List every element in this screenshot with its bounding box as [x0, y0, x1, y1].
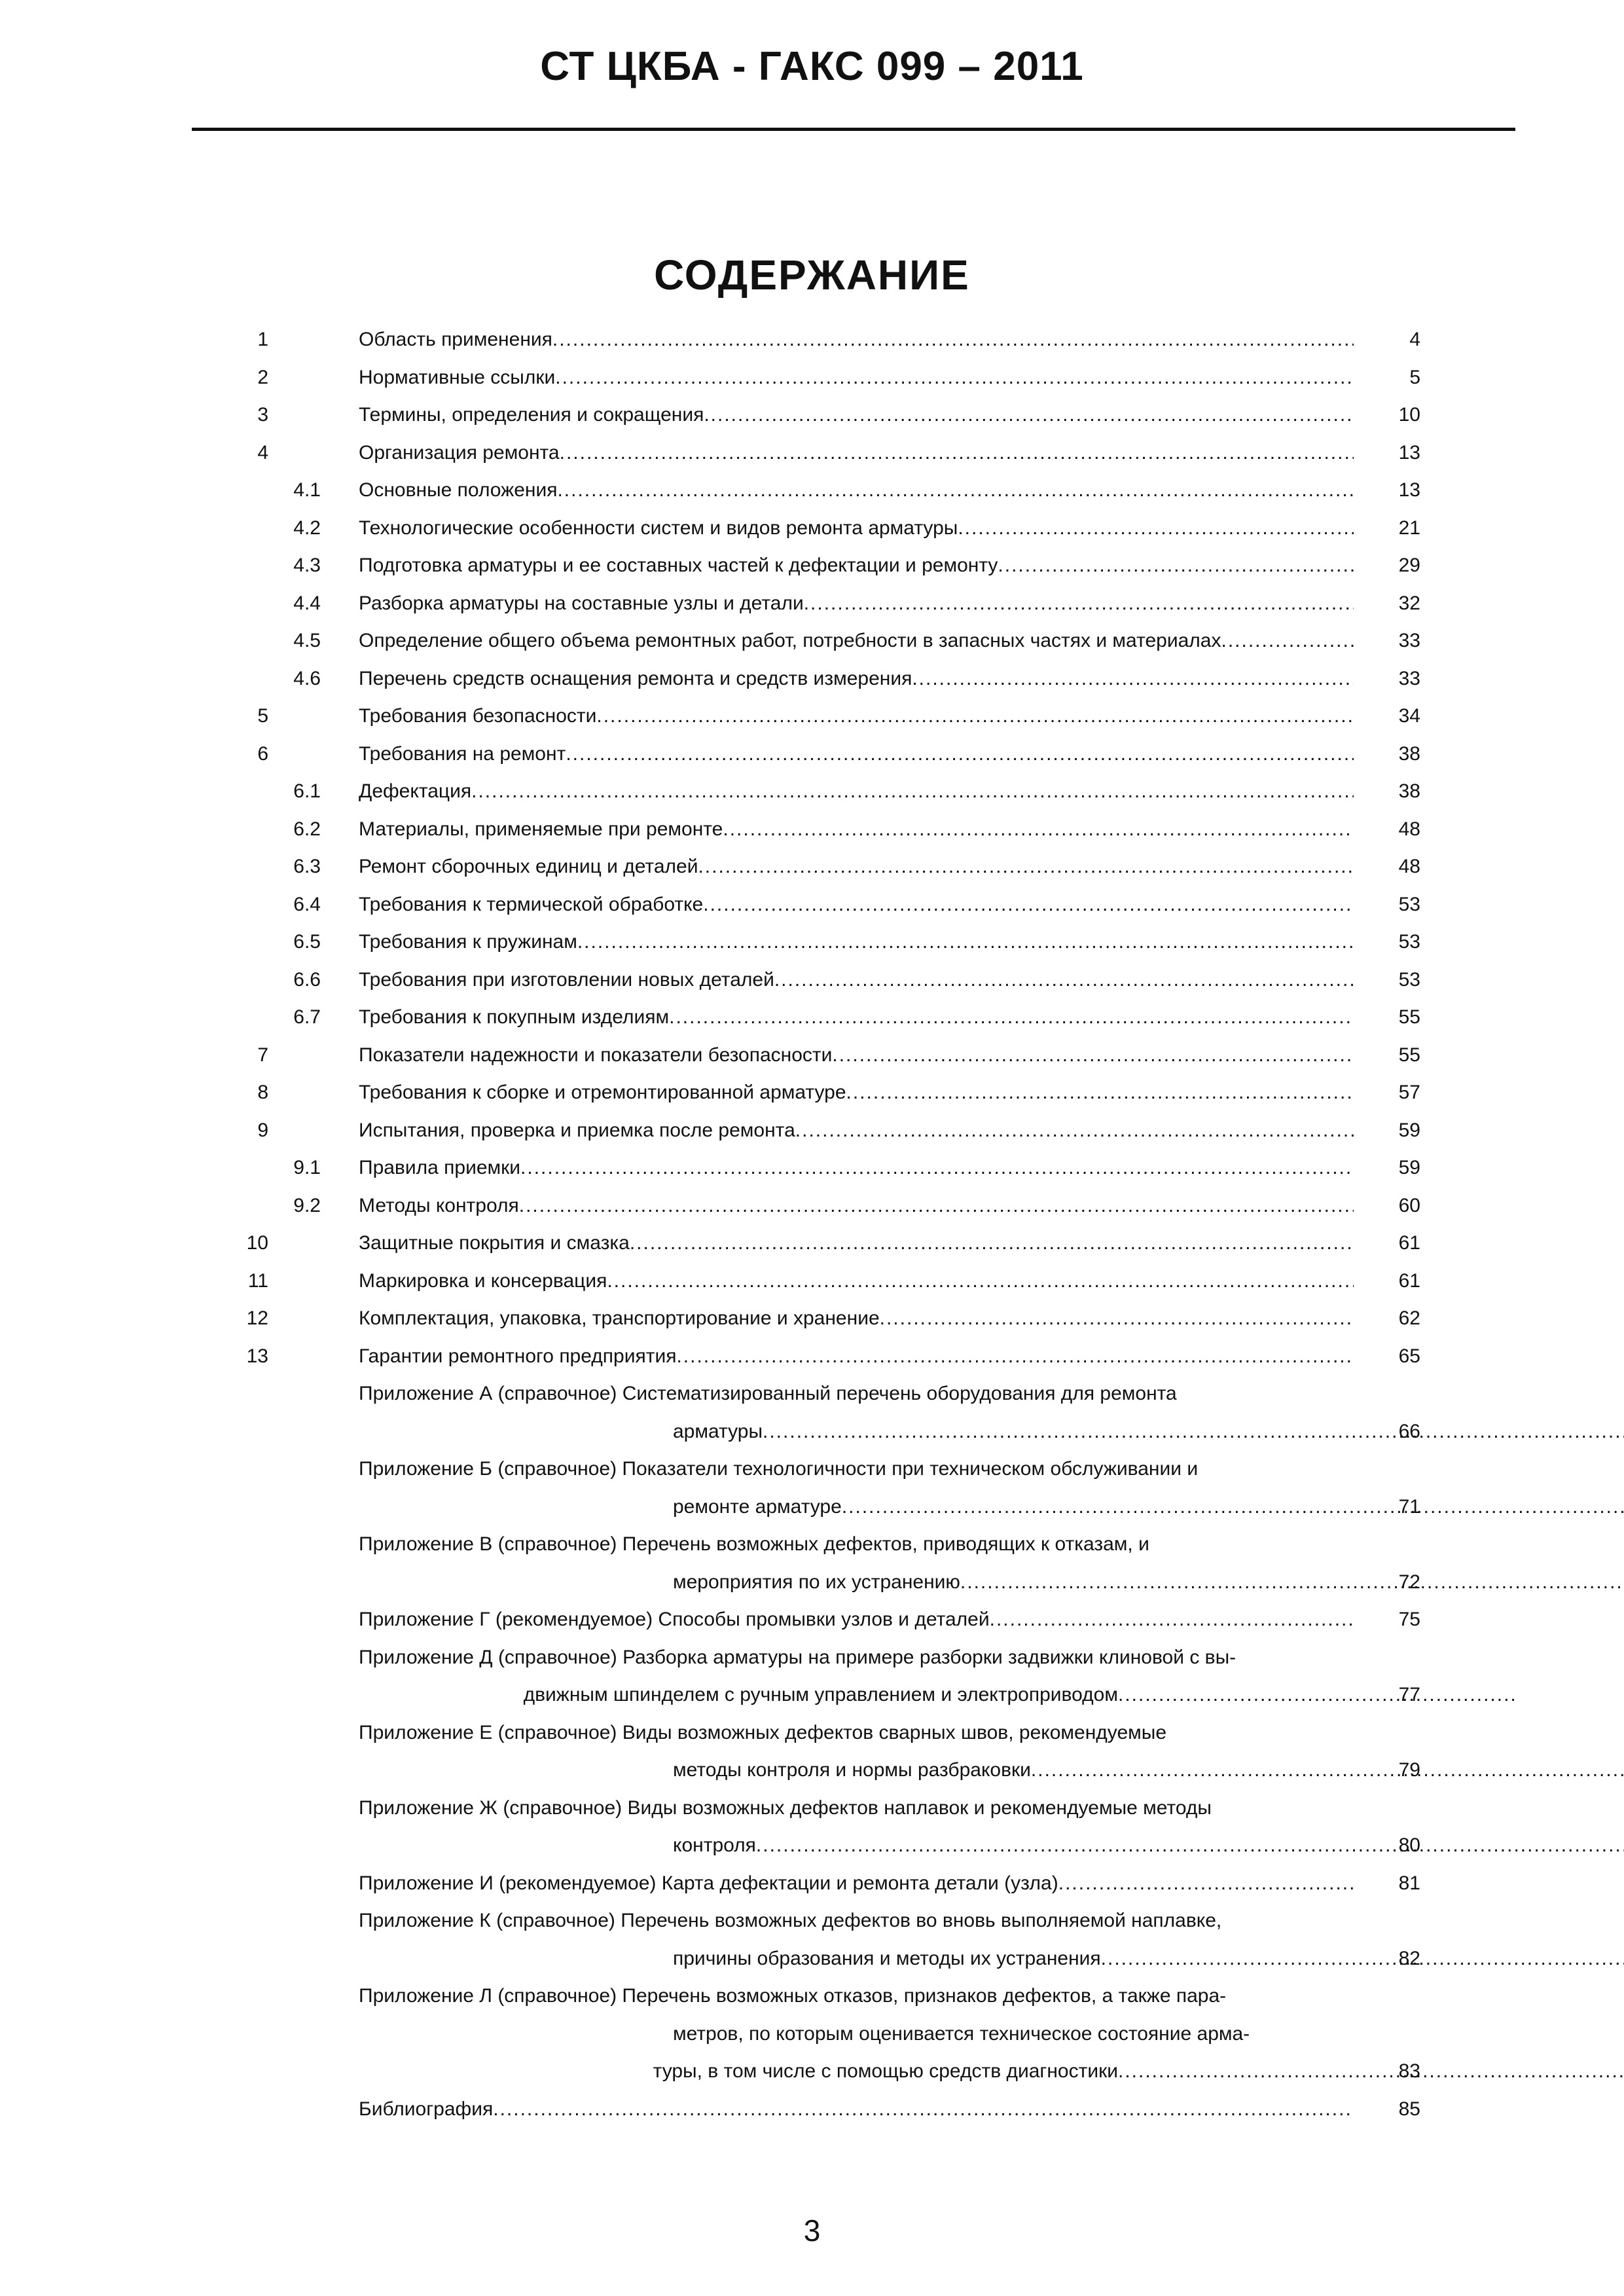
dot-leader [676, 1338, 1354, 1376]
toc-entry-title [359, 1375, 1354, 1413]
dot-leader [804, 585, 1354, 623]
toc-entry-text: Требования к сборке и отремонтированной арматуре [359, 1082, 846, 1103]
dot-leader [763, 1413, 1624, 1451]
dot-leader [756, 1827, 1624, 1865]
toc-entry-title [359, 1224, 1354, 1262]
dot-leader [557, 471, 1354, 509]
toc-entry-text: движным шпинделем с ручным управлением и электроприводом [523, 1684, 1118, 1705]
toc-entry-page: 80 [1398, 1834, 1420, 1856]
dot-leader [958, 509, 1354, 547]
toc-entry-page: 53 [1398, 968, 1420, 991]
toc-entry-number: 4 [257, 441, 268, 464]
toc-entry-page: 72 [1398, 1571, 1420, 1593]
dot-leader [990, 1601, 1354, 1639]
toc-entry [0, 509, 1624, 547]
toc-entry [0, 660, 1624, 698]
toc-entry-title [359, 1676, 1519, 1714]
toc-entry [0, 471, 1624, 509]
toc-entry-number: 6 [257, 742, 268, 765]
toc-entry-text: Требования при изготовлении новых деталей [359, 968, 774, 991]
dot-leader [1221, 622, 1354, 660]
toc-entry-number: 4.1 [293, 479, 321, 501]
toc-entry-page: 66 [1398, 1420, 1420, 1442]
toc-entry-text: арматуры [673, 1420, 763, 1442]
toc-entry-text: Показатели надежности и показатели безопасности [359, 1044, 833, 1066]
dot-leader [912, 660, 1354, 698]
toc-entry-title [359, 1751, 1624, 1789]
toc-entry-text: Ремонт сборочных единиц и деталей [359, 856, 698, 877]
toc-entry [0, 1714, 1624, 1752]
toc-entry-title [359, 1074, 1354, 1112]
toc-entry-number: 11 [247, 1269, 268, 1292]
toc-entry [0, 1789, 1624, 1827]
toc-entry-title [359, 359, 1354, 397]
toc-entry-page: 82 [1398, 1947, 1420, 1969]
dot-leader [596, 697, 1354, 735]
toc-entry-text: Испытания, проверка и приемка после ремонта [359, 1119, 795, 1141]
toc-entry [0, 2090, 1624, 2128]
dot-leader [1118, 1676, 1519, 1714]
toc-entry-page: 59 [1398, 1157, 1420, 1178]
toc-entry-page: 4 [1409, 329, 1420, 350]
toc-entry [0, 1036, 1624, 1074]
toc-entry-text: Подготовка арматуры и ее составных частей к дефектации и ремонту [359, 555, 998, 576]
toc-entry-text: Перечень средств оснащения ремонта и средств измерения [359, 667, 912, 689]
toc-entry [0, 811, 1624, 848]
toc-entry [0, 2052, 1624, 2090]
toc-entry-text: Материалы, применяемые при ремонте [359, 818, 723, 840]
toc-entry-text: Приложение Е (справочное) Виды возможных дефектов сварных швов, рекомендуемые [359, 1721, 1167, 1743]
toc-entry-title [359, 509, 1354, 547]
toc-entry-title [359, 735, 1354, 773]
toc-entry-title [359, 434, 1354, 472]
toc-entry-title [359, 1262, 1354, 1300]
toc-entry-text: Библиография [359, 2098, 494, 2120]
toc-entry-number: 3 [257, 404, 268, 426]
toc-entry-title [359, 1977, 1354, 2015]
toc-entry-number: 6.2 [293, 818, 321, 840]
toc-entry-number: 8 [257, 1082, 268, 1103]
toc-entry [0, 1375, 1624, 1413]
toc-entry-text: Приложение Ж (справочное) Виды возможных дефектов наплавок и рекомендуемые методы [359, 1796, 1212, 1819]
dot-leader [577, 923, 1354, 961]
toc-entry-title [359, 1338, 1354, 1376]
toc-entry-title [359, 585, 1354, 623]
toc-entry [0, 1865, 1624, 1903]
toc-entry [0, 1977, 1624, 2015]
toc-entry-text: Разборка арматуры на составные узлы и детали [359, 592, 804, 614]
dot-leader [560, 434, 1354, 472]
toc-entry [0, 998, 1624, 1036]
toc-entry [0, 1676, 1624, 1714]
toc-entry-title [359, 961, 1354, 999]
toc-entry-page: 5 [1409, 366, 1420, 388]
toc-entry-page: 77 [1398, 1684, 1420, 1705]
toc-entry-text: Приложение Б (справочное) Показатели технологичности при техническом обслуживании и [359, 1458, 1199, 1480]
toc-entry-number: 4.4 [293, 592, 321, 614]
toc-entry-title [359, 2090, 1354, 2128]
dot-leader [1118, 2052, 1624, 2090]
toc-entry-page: 61 [1398, 1269, 1420, 1292]
toc-entry-number: 12 [246, 1307, 268, 1329]
toc-entry [0, 1488, 1624, 1526]
toc-entry-page: 71 [1398, 1495, 1420, 1518]
document-designation: СТ ЦКБА - ГАКС 099 – 2011 [540, 44, 1084, 89]
toc-entry-text: контроля [673, 1834, 756, 1856]
toc-entry-page: 34 [1398, 705, 1420, 727]
toc-entry-page: 53 [1398, 893, 1420, 915]
toc-entry-text: Организация ремонта [359, 441, 560, 464]
dot-leader [471, 773, 1354, 811]
toc-entry [0, 359, 1624, 397]
toc-entry-title [359, 848, 1354, 886]
toc-heading: СОДЕРЖАНИЕ [654, 251, 970, 299]
toc-entry [0, 1827, 1624, 1865]
dot-leader [519, 1187, 1354, 1225]
toc-entry-text: Комплектация, упаковка, транспортирование и хранение [359, 1307, 880, 1329]
toc-entry-text: Приложение К (справочное) Перечень возможных дефектов во вновь выполняемой наплавке, [359, 1910, 1222, 1931]
toc-entry-number: 1 [257, 329, 268, 350]
toc-entry-title [359, 1639, 1354, 1677]
toc-entry-title [359, 396, 1354, 434]
toc-entry-title [359, 547, 1354, 585]
dot-leader [842, 1488, 1624, 1526]
toc-entry-number: 9.1 [293, 1157, 321, 1178]
toc-entry-number: 10 [246, 1232, 268, 1254]
toc-entry-text: Требования к покупным изделиям [359, 1006, 670, 1028]
dot-leader [630, 1224, 1354, 1262]
toc-entry-title [359, 2015, 1624, 2053]
toc-entry-title [359, 471, 1354, 509]
toc-entry-text: Приложение В (справочное) Перечень возможных дефектов, приводящих к отказам, и [359, 1533, 1149, 1555]
toc-entry [0, 1074, 1624, 1112]
toc-entry-text: Область применения [359, 329, 552, 350]
toc-entry [0, 1262, 1624, 1300]
dot-leader [1101, 1940, 1624, 1978]
toc-entry-page: 83 [1398, 2060, 1420, 2082]
toc-entry-page: 53 [1398, 931, 1420, 953]
toc-entry-page: 81 [1398, 1872, 1420, 1894]
toc-entry-title [359, 1187, 1354, 1225]
toc-entry-text: мероприятия по их устранению [673, 1571, 960, 1593]
toc-entry-title [359, 1450, 1354, 1488]
toc-entry [0, 1525, 1624, 1563]
toc-entry-page: 62 [1398, 1307, 1420, 1329]
toc-entry-title [359, 1413, 1624, 1451]
toc-entry [0, 735, 1624, 773]
toc-entry-page: 10 [1398, 404, 1420, 426]
toc-entry-page: 59 [1398, 1119, 1420, 1141]
toc-entry-page: 38 [1398, 742, 1420, 765]
toc-entry [0, 1940, 1624, 1978]
dot-leader [774, 961, 1354, 999]
dot-leader [880, 1300, 1354, 1338]
toc-entry-title [359, 1112, 1354, 1150]
toc-entry-text: Приложение Г (рекомендуемое) Способы промывки узлов и деталей [359, 1609, 990, 1630]
toc-entry-number: 6.7 [293, 1006, 321, 1028]
toc-entry-text: Требования безопасности [359, 705, 597, 727]
toc-entry [0, 585, 1624, 623]
toc-entry-title [359, 622, 1354, 660]
toc-entry-text: Технологические особенности систем и видов ремонта арматуры [359, 517, 958, 539]
dot-leader [1031, 1751, 1624, 1789]
dot-leader [555, 359, 1354, 397]
table-of-contents [0, 321, 1624, 2128]
dot-leader [552, 321, 1354, 359]
toc-entry-page: 33 [1398, 630, 1420, 651]
toc-entry-title [359, 1902, 1354, 1940]
toc-entry [0, 1450, 1624, 1488]
dot-leader [493, 2090, 1354, 2128]
toc-entry-text: Правила приемки [359, 1157, 521, 1178]
toc-entry-page: 61 [1398, 1232, 1420, 1254]
toc-entry-title [359, 1601, 1354, 1639]
dot-leader [566, 735, 1354, 773]
toc-entry-text: ремонте арматуре [673, 1495, 842, 1518]
toc-entry-text: Нормативные ссылки [359, 366, 556, 388]
page-number: 3 [803, 2214, 821, 2248]
toc-entry-title [359, 886, 1354, 924]
toc-entry [0, 622, 1624, 660]
toc-entry [0, 1639, 1624, 1677]
toc-entry-title [359, 1865, 1354, 1903]
dot-leader [698, 848, 1354, 886]
toc-entry [0, 1563, 1624, 1601]
dot-leader [998, 547, 1354, 585]
toc-entry-text: Приложение И (рекомендуемое) Карта дефектации и ремонта детали (узла) [359, 1872, 1058, 1894]
toc-entry-page: 33 [1398, 667, 1420, 689]
toc-entry-title [359, 773, 1354, 811]
dot-leader [723, 811, 1354, 848]
toc-entry [0, 1413, 1624, 1451]
dot-leader [960, 1563, 1624, 1601]
toc-entry-title [359, 1300, 1354, 1338]
toc-entry-title [359, 1827, 1624, 1865]
toc-entry-title [359, 1036, 1354, 1074]
toc-entry-number: 9 [257, 1119, 268, 1141]
toc-entry-number: 6.4 [293, 893, 321, 915]
toc-entry-text: Термины, определения и сокращения [359, 404, 704, 426]
toc-entry-text: методы контроля и нормы разбраковки [673, 1759, 1031, 1781]
dot-leader [1058, 1865, 1354, 1903]
toc-entry-number: 4.6 [293, 667, 321, 689]
toc-entry-page: 55 [1398, 1044, 1420, 1066]
toc-entry-page: 13 [1398, 441, 1420, 464]
toc-entry-text: Дефектация [359, 780, 472, 802]
toc-entry-text: метров, по которым оценивается техническое состояние арма- [673, 2022, 1250, 2045]
toc-entry-title [359, 811, 1354, 848]
dot-leader [669, 998, 1354, 1036]
toc-entry-number: 13 [246, 1345, 268, 1367]
toc-entry-number: 6.1 [293, 780, 321, 802]
toc-entry [0, 1601, 1624, 1639]
toc-entry [0, 1149, 1624, 1187]
toc-entry [0, 1300, 1624, 1338]
toc-entry-page: 85 [1398, 2098, 1420, 2120]
toc-entry-text: Требования на ремонт [359, 742, 566, 765]
toc-entry-number: 4.2 [293, 517, 321, 539]
toc-entry-number: 6.3 [293, 856, 321, 877]
toc-entry [0, 2015, 1624, 2053]
header-divider [192, 128, 1515, 131]
toc-entry-title [359, 321, 1354, 359]
toc-entry [0, 923, 1624, 961]
toc-entry [0, 1224, 1624, 1262]
toc-entry-page: 38 [1398, 780, 1420, 802]
toc-entry-text: Гарантии ремонтного предприятия [359, 1345, 677, 1367]
toc-entry-text: Требования к пружинам [359, 931, 577, 953]
toc-entry-page: 13 [1398, 479, 1420, 501]
toc-entry-text: Методы контроля [359, 1194, 519, 1216]
toc-entry-text: Основные положения [359, 479, 558, 501]
toc-entry [0, 773, 1624, 811]
toc-entry-page: 75 [1398, 1609, 1420, 1630]
toc-entry [0, 434, 1624, 472]
dot-leader [520, 1149, 1354, 1187]
toc-entry-page: 60 [1398, 1194, 1420, 1216]
toc-entry [0, 1112, 1624, 1150]
toc-entry-text: Маркировка и консервация [359, 1269, 607, 1292]
toc-entry-number: 4.3 [293, 555, 321, 576]
toc-entry [0, 961, 1624, 999]
toc-entry-number: 5 [257, 705, 268, 727]
toc-entry [0, 1751, 1624, 1789]
toc-entry-page: 65 [1398, 1345, 1420, 1367]
toc-entry [0, 547, 1624, 585]
dot-leader [846, 1074, 1354, 1112]
toc-entry-title [359, 1488, 1624, 1526]
toc-entry-text: Определение общего объема ремонтных работ, потребности в запасных частях и материалах [359, 630, 1221, 651]
toc-entry-page: 21 [1398, 517, 1420, 539]
toc-entry-page: 55 [1398, 1006, 1420, 1028]
toc-entry [0, 886, 1624, 924]
toc-entry-title [359, 2052, 1624, 2090]
dot-leader [607, 1262, 1354, 1300]
toc-entry-text: Приложение А (справочное) Систематизированный перечень оборудования для ремонта [359, 1383, 1177, 1404]
toc-entry-text: причины образования и методы их устранения [673, 1947, 1101, 1969]
toc-entry-title [359, 1789, 1354, 1827]
toc-entry-number: 2 [257, 366, 268, 388]
toc-entry [0, 1902, 1624, 1940]
dot-leader [703, 886, 1354, 924]
toc-entry [0, 396, 1624, 434]
toc-entry-text: Защитные покрытия и смазка [359, 1232, 630, 1254]
toc-entry-page: 48 [1398, 856, 1420, 877]
toc-entry-page: 48 [1398, 818, 1420, 840]
toc-entry-page: 29 [1398, 555, 1420, 576]
toc-entry-text: Приложение Д (справочное) Разборка арматуры на примере разборки задвижки клиновой с вы- [359, 1646, 1236, 1668]
toc-entry-page: 32 [1398, 592, 1420, 614]
toc-entry [0, 697, 1624, 735]
toc-entry-number: 7 [257, 1044, 268, 1066]
dot-leader [795, 1112, 1354, 1150]
toc-entry [0, 1187, 1624, 1225]
toc-entry [0, 1338, 1624, 1376]
toc-entry-title [359, 998, 1354, 1036]
toc-entry-title [359, 697, 1354, 735]
toc-entry-number: 6.5 [293, 931, 321, 953]
dot-leader [832, 1036, 1354, 1074]
dot-leader [704, 396, 1354, 434]
toc-entry-title [359, 923, 1354, 961]
toc-entry-number: 6.6 [293, 968, 321, 991]
toc-entry-title [359, 1940, 1624, 1978]
toc-entry-number: 4.5 [293, 630, 321, 651]
toc-entry-text: Требования к термической обработке [359, 893, 704, 915]
toc-entry-title [359, 1714, 1354, 1752]
toc-entry [0, 321, 1624, 359]
toc-entry-number: 9.2 [293, 1194, 321, 1216]
toc-entry [0, 848, 1624, 886]
toc-entry-page: 79 [1398, 1759, 1420, 1781]
toc-entry-page: 57 [1398, 1082, 1420, 1103]
toc-entry-title [359, 660, 1354, 698]
toc-entry-text: туры, в том числе с помощью средств диагностики [653, 2060, 1118, 2082]
toc-entry-title [359, 1525, 1354, 1563]
toc-entry-title [359, 1563, 1624, 1601]
toc-entry-text: Приложение Л (справочное) Перечень возможных отказов, признаков дефектов, а также пара- [359, 1985, 1227, 2007]
toc-entry-title [359, 1149, 1354, 1187]
